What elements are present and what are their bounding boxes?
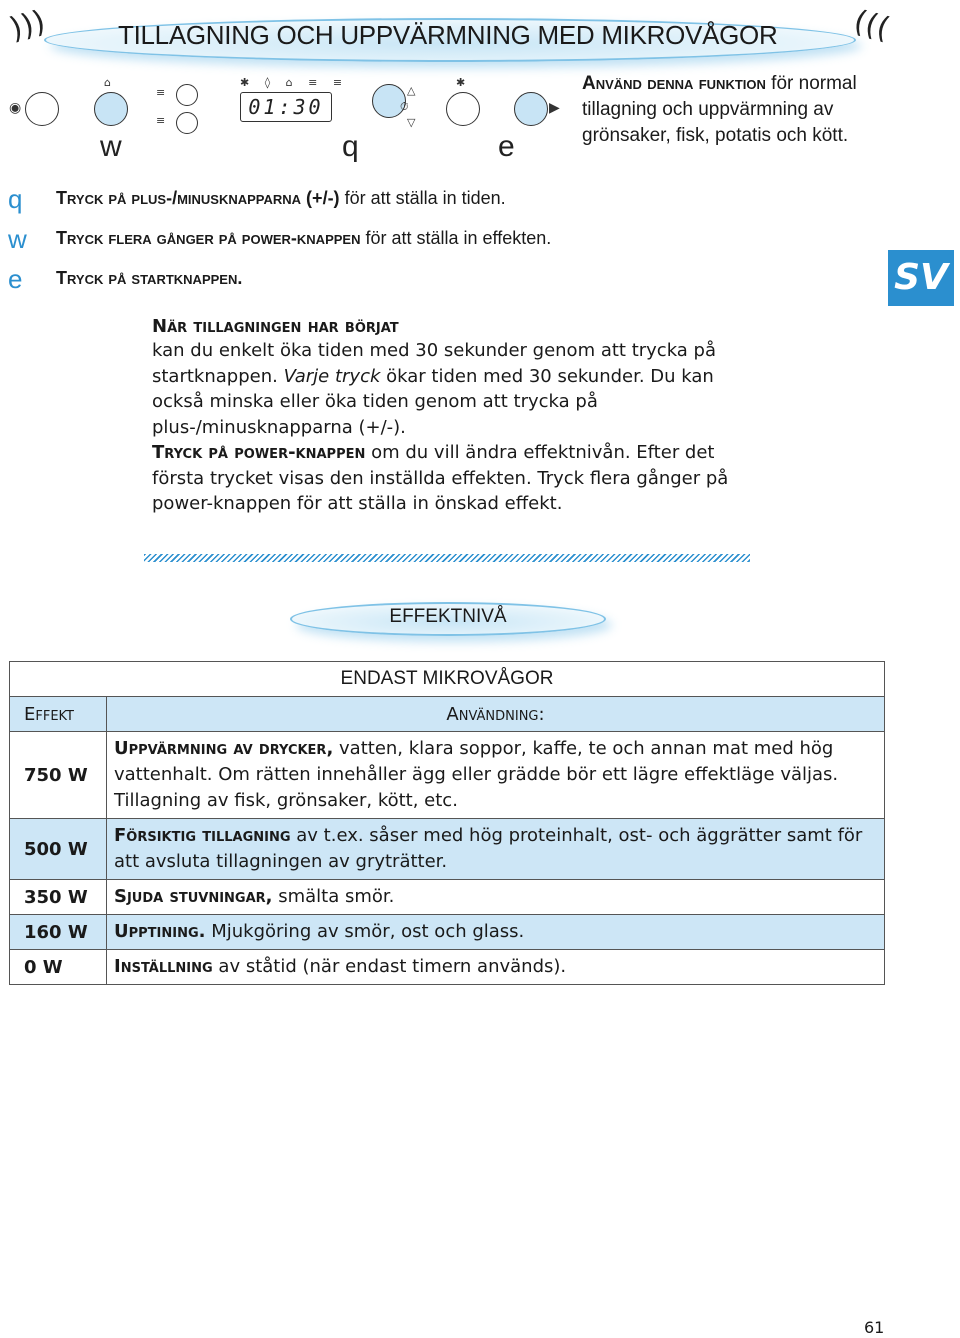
table-cell-usage: Uppvärmning av drycker, vatten, klara soppor, kaffe, te och annan mat med hög vattenhalt. Om rätten innehåller ägg eller grädde bör ett lägre effektläge väljas. Tillagning av fisk, grönsaker, kött, etc. <box>107 732 885 819</box>
after-start-paragraph-1: kan du enkelt öka tiden med 30 sekunder genom att trycka på startknappen. Varje tryck ökar tiden med 30 sekunder. Du kan också minska eller öka tiden genom att trycka på plus-/minusknapparna (+/-). <box>152 340 717 438</box>
after-start-paragraph-2: Tryck på power-knappen om du vill ändra effektnivån. Efter det första trycket visas den inställda effekten. Tryck flera gånger på power-knappen för att ställa in önskad effekt. <box>152 442 729 515</box>
microwave-waves-icon-left: ))) <box>6 4 50 47</box>
table-cell-watt: 160 W <box>10 915 107 950</box>
left-knob <box>25 92 59 126</box>
language-tab: SV <box>888 250 954 306</box>
step-label-e: e <box>498 130 515 163</box>
table-cell-watt: 0 W <box>10 950 107 985</box>
clock-lock-icon: ⏱ <box>400 100 409 113</box>
step-text: Tryck på startknappen. <box>56 268 243 288</box>
step-text: Tryck på plus-/minusknapparna (+/-) för att ställa in tiden. <box>56 188 506 208</box>
up-arrow-icon: △ <box>407 84 416 97</box>
step-marker: w <box>8 224 27 254</box>
power-knob <box>94 92 128 126</box>
grill-icon: ⌂ <box>104 76 111 89</box>
down-arrow-icon: ▽ <box>407 116 416 129</box>
table-cell-usage: Försiktig tillagning av t.ex. såser med hög proteinhalt, ost- och äggrätter samt för att avsluta tillagningen av gryträtter. <box>107 819 885 880</box>
intro-rest: för normal tillagning och uppvärmning av grönsaker, fisk, potatis och kött. <box>582 73 857 146</box>
heat-icon-top: ≡ <box>156 86 166 99</box>
defrost-knob <box>446 92 480 126</box>
timer-display: 01:30 <box>240 92 332 122</box>
power-table <box>9 661 885 985</box>
start-icon: ▶ <box>549 100 560 116</box>
microwave-waves-icon-right: ))) <box>850 4 894 47</box>
hatched-divider <box>144 554 750 562</box>
after-start-heading: När tillagningen har börjat <box>152 316 399 337</box>
step-marker: e <box>8 264 23 294</box>
table-cell-watt: 500 W <box>10 819 107 880</box>
page-number: 61 <box>864 1318 885 1337</box>
heat-icon-bottom: ≡ <box>156 114 166 127</box>
table-cell-usage: Sjuda stuvningar, smälta smör. <box>107 880 885 915</box>
intro-lead: Använd denna funktion <box>582 73 766 94</box>
target-icon: ◉ <box>9 100 22 116</box>
step-label-w: w <box>100 130 122 163</box>
intro-text <box>582 71 882 149</box>
step-marker: q <box>8 184 23 214</box>
start-knob <box>514 92 548 126</box>
table-cell-watt: 750 W <box>10 732 107 819</box>
table-cell-usage: Upptining. Mjukgöring av smör, ost och glass. <box>107 915 885 950</box>
small-knob-top <box>176 84 198 106</box>
step-label-q: q <box>342 130 359 163</box>
section-title: EFFEKTNIVÅ <box>389 606 507 627</box>
table-title: ENDAST MIKROVÅGOR <box>10 662 885 697</box>
page-title: TILLAGNING OCH UPPVÄRMNING MED MIKROVÅGOR <box>118 20 778 50</box>
small-knob-bottom <box>176 112 198 134</box>
header-usage: Användning: <box>107 697 885 732</box>
mode-icons: ✱ ◊ ⌂ ≡ ≡ <box>240 76 349 89</box>
step-text: Tryck flera gånger på power-knappen för att ställa in effekten. <box>56 228 552 248</box>
defrost-icon: ✱ <box>456 76 466 89</box>
table-cell-usage: Inställning av ståtid (när endast timern används). <box>107 950 885 985</box>
table-cell-watt: 350 W <box>10 880 107 915</box>
header-effect: Effekt <box>10 697 107 732</box>
